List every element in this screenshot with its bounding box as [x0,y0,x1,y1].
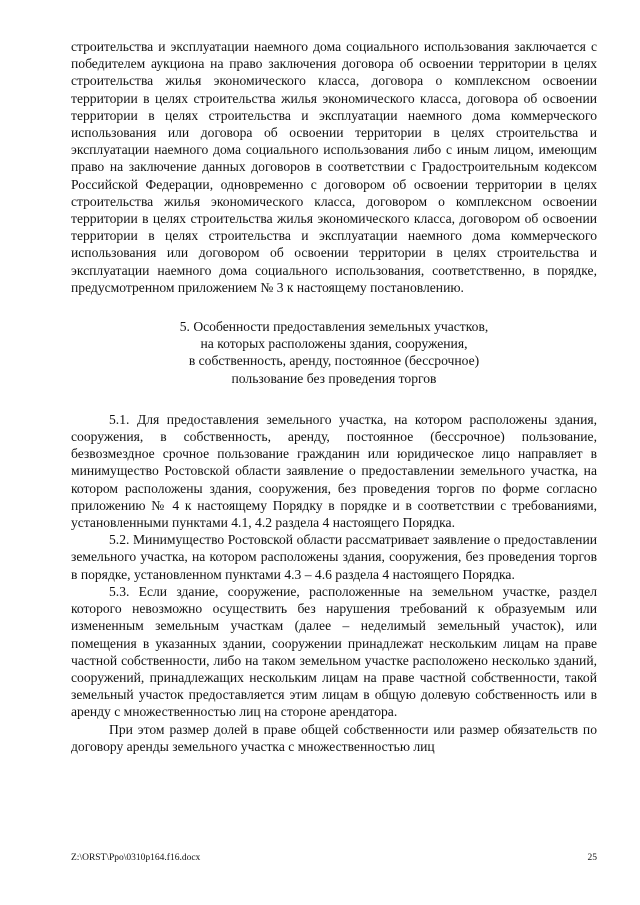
section-heading-line-1: 5. Особенности предоставления земельных участков, [179,319,489,335]
section-heading-line-3: в собственность, аренду, постоянное (бессрочное) [188,353,480,369]
document-page [71,38,597,755]
page-number: 25 [587,853,597,863]
section-heading-line-4: пользование без проведения торгов [231,370,437,386]
section-heading [71,318,597,387]
paragraph-5-3: 5.3. Если здание, сооружение, расположенные на земельном участке, раздел которого невозможно осуществить без нарушения требований к образуемым или измененным земельным участкам (далее – неделимый земельный участок), или помещения в указанных здании, сооружении принадлежат нескольким лицам на праве частной собственности, либо на таком земельном участке расположено несколько зданий, сооружений, принадлежащих нескольким лицам на праве частной собственности, такой земельный участок предоставляется этим лицам в общую долевую собственность или в аренду с множественностью лиц на стороне арендатора. [71,583,597,720]
paragraph-5-1: 5.1. Для предоставления земельного участка, на котором расположены здания, сооружения, в собственность, аренду, постоянное (бессрочное) пользование, безвозмездное срочное пользование гражданин или юридическое лицо направляет в минимущество Ростовской области заявление о предоставлении земельного участка, на котором расположены здания, сооружения, без проведения торгов по форме согласно приложению № 4 к настоящему Порядку в порядке и в соответствии с требованиями, установленными пунктами 4.1, 4.2 раздела 4 настоящего Порядка. [71,411,597,531]
paragraph-5-2: 5.2. Минимущество Ростовской области рассматривает заявление о предоставлении земельного участка, на котором расположены здания, сооружения, без проведения торгов в порядке, установленном пунктами 4.3 – 4.6 раздела 4 настоящего Порядка. [71,532,597,582]
paragraph-tail: При этом размер долей в праве общей собственности или размер обязательств по договору аренды земельного участка с множественностью лиц [71,721,597,754]
intro-paragraph: строительства и эксплуатации наемного дома социального использования заключается с победителем аукциона на право заключения договора об освоении территории в целях строительства жилья экономического класса, договора о комплексном освоении территории в целях строительства жилья экономического класса, договора об освоении территории в целях строительства и эксплуатации наемного дома коммерческого использования или договора об освоении территории в целях строительства и эксплуатации наемного дома социального использования либо с иным лицом, имеющим право на заключение данных договоров в соответствии с Градостроительным кодексом Российской Федерации, одновременно с договором об освоении территории в целях строительства жилья экономического класса, договором о комплексном освоении территории в целях строительства жилья экономического класса, договором об освоении территории в целях строительства и эксплуатации наемного дома коммерческого использования или договором об освоении территории в целях строительства и эксплуатации наемного дома социального использования, соответственно, в порядке, предусмотренном приложением № 3 к настоящему постановлению. [71,39,597,295]
footer-file-path: Z:\ORST\Ppo\0310p164.f16.docx [71,853,201,863]
section-heading-line-2: на которых расположены здания, сооружения, [200,336,468,352]
